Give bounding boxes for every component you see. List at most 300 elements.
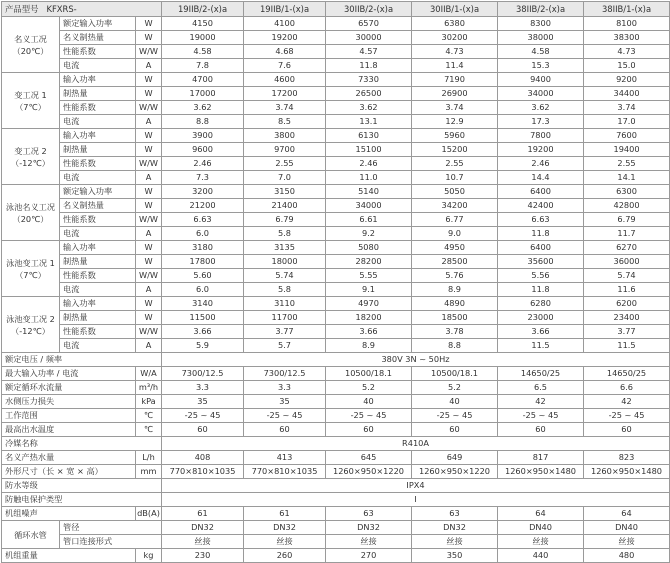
value-cell: 6.63 xyxy=(162,213,244,227)
value-cell: -25 ~ 45 xyxy=(584,409,670,423)
value-cell: 6.61 xyxy=(326,213,412,227)
value-cell: 11.7 xyxy=(584,227,670,241)
table-row xyxy=(2,325,670,339)
value-cell: 4700 xyxy=(162,73,244,87)
value-cell: 2.55 xyxy=(244,157,326,171)
table-row xyxy=(2,101,670,115)
value-cell: 649 xyxy=(412,451,498,465)
condition-group-line: （-12℃） xyxy=(11,157,50,168)
value-cell: 9.2 xyxy=(326,227,412,241)
parameter-label: 额定循环水流量 xyxy=(2,381,136,395)
condition-group-line: 泳池变工况 2 xyxy=(6,313,55,324)
value-cell: 3.74 xyxy=(584,101,670,115)
condition-group-label xyxy=(2,129,60,185)
value-cell: 4.68 xyxy=(244,45,326,59)
parameter-label: 工作范围 xyxy=(2,409,136,423)
model-header: 30IIB/1-(x)a xyxy=(412,2,498,17)
value-cell: 3.62 xyxy=(498,101,584,115)
value-cell: 3.62 xyxy=(326,101,412,115)
value-cell: 11500 xyxy=(162,311,244,325)
table-row xyxy=(2,87,670,101)
parameter-label: 冷媒名称 xyxy=(2,437,162,451)
value-cell: IPX4 xyxy=(162,479,670,493)
value-cell: 6380 xyxy=(412,17,498,31)
value-cell: 3200 xyxy=(162,185,244,199)
parameter-label: 最高出水温度 xyxy=(2,423,136,437)
parameter-label: 电流 xyxy=(60,227,136,241)
value-cell: 61 xyxy=(244,507,326,521)
header-row xyxy=(2,2,670,17)
value-cell: 15.0 xyxy=(584,59,670,73)
value-cell: 1260×950×1480 xyxy=(498,465,584,479)
condition-group-line: 变工况 2 xyxy=(14,145,47,156)
value-cell: 3900 xyxy=(162,129,244,143)
value-cell: 6.79 xyxy=(244,213,326,227)
value-cell: 11.8 xyxy=(326,59,412,73)
parameter-label: 最大输入功率 / 电流 xyxy=(2,367,136,381)
parameter-label: 名义制热量 xyxy=(60,31,136,45)
value-cell: 3800 xyxy=(244,129,326,143)
value-cell: 14650/25 xyxy=(498,367,584,381)
model-header: 19IIB/1-(x)a xyxy=(244,2,326,17)
value-cell: -25 ~ 45 xyxy=(244,409,326,423)
value-cell: -25 ~ 45 xyxy=(412,409,498,423)
value-cell: 9200 xyxy=(584,73,670,87)
value-cell: 8300 xyxy=(498,17,584,31)
value-cell: 6570 xyxy=(326,17,412,31)
table-row xyxy=(2,185,670,199)
condition-group-label xyxy=(2,241,60,297)
value-cell: 42 xyxy=(584,395,670,409)
model-header: 19IIB/2-(x)a xyxy=(162,2,244,17)
parameter-label: 机组重量 xyxy=(2,549,136,563)
value-cell: -25 ~ 45 xyxy=(162,409,244,423)
value-cell: 11.6 xyxy=(584,283,670,297)
value-cell: 3180 xyxy=(162,241,244,255)
parameter-label: 防触电保护类型 xyxy=(2,493,162,507)
value-cell: 3135 xyxy=(244,241,326,255)
table-row xyxy=(2,521,670,535)
value-cell: 9600 xyxy=(162,143,244,157)
value-cell: 34200 xyxy=(412,199,498,213)
parameter-label: 额定电压 / 频率 xyxy=(2,353,162,367)
unit-cell: W xyxy=(136,87,162,101)
parameter-label: 制热量 xyxy=(60,143,136,157)
value-cell: 丝接 xyxy=(244,535,326,549)
value-cell: 26900 xyxy=(412,87,498,101)
condition-group-line: （20℃） xyxy=(12,213,49,224)
value-cell: 40 xyxy=(412,395,498,409)
table-row xyxy=(2,143,670,157)
value-cell: 5960 xyxy=(412,129,498,143)
table-row xyxy=(2,129,670,143)
unit-cell: W xyxy=(136,297,162,311)
value-cell: 7600 xyxy=(584,129,670,143)
value-cell: 3.77 xyxy=(584,325,670,339)
value-cell: I xyxy=(162,493,670,507)
value-cell: 413 xyxy=(244,451,326,465)
condition-group-line: （-12℃） xyxy=(11,325,50,336)
parameter-label: 电流 xyxy=(60,283,136,297)
value-cell: 3.66 xyxy=(498,325,584,339)
table-row xyxy=(2,297,670,311)
table-row xyxy=(2,73,670,87)
value-cell: 6.63 xyxy=(498,213,584,227)
value-cell: 5.55 xyxy=(326,269,412,283)
value-cell: 3.74 xyxy=(244,101,326,115)
value-cell: 4.73 xyxy=(412,45,498,59)
value-cell: 4100 xyxy=(244,17,326,31)
value-cell: 3110 xyxy=(244,297,326,311)
value-cell: 4.58 xyxy=(498,45,584,59)
unit-cell: A xyxy=(136,227,162,241)
value-cell: 6300 xyxy=(584,185,670,199)
unit-cell: W xyxy=(136,311,162,325)
value-cell: 230 xyxy=(162,549,244,563)
parameter-label: 性能系数 xyxy=(60,45,136,59)
value-cell: 6130 xyxy=(326,129,412,143)
value-cell: 14650/25 xyxy=(584,367,670,381)
value-cell: 4890 xyxy=(412,297,498,311)
unit-cell: W xyxy=(136,129,162,143)
value-cell: 11.5 xyxy=(498,339,584,353)
value-cell: 3150 xyxy=(244,185,326,199)
value-cell: 28500 xyxy=(412,255,498,269)
value-cell: 11.8 xyxy=(498,283,584,297)
value-cell: 64 xyxy=(584,507,670,521)
parameter-label: 制热量 xyxy=(60,311,136,325)
value-cell: 15200 xyxy=(412,143,498,157)
value-cell: 7.6 xyxy=(244,59,326,73)
value-cell: 8.9 xyxy=(412,283,498,297)
value-cell: 6200 xyxy=(584,297,670,311)
value-cell: 4150 xyxy=(162,17,244,31)
value-cell: 4.58 xyxy=(162,45,244,59)
value-cell: 60 xyxy=(498,423,584,437)
table-row xyxy=(2,549,670,563)
unit-cell: A xyxy=(136,283,162,297)
value-cell: 8.5 xyxy=(244,115,326,129)
value-cell: 3.62 xyxy=(162,101,244,115)
value-cell: 11700 xyxy=(244,311,326,325)
value-cell: 1260×950×1480 xyxy=(584,465,670,479)
value-cell: 14.4 xyxy=(498,171,584,185)
unit-cell: W xyxy=(136,185,162,199)
table-row xyxy=(2,269,670,283)
value-cell: 11.4 xyxy=(412,59,498,73)
value-cell: 2.46 xyxy=(326,157,412,171)
value-cell: 6.5 xyxy=(498,381,584,395)
table-row xyxy=(2,199,670,213)
value-cell: 10500/18.1 xyxy=(326,367,412,381)
value-cell: 35 xyxy=(244,395,326,409)
value-cell: 5.60 xyxy=(162,269,244,283)
parameter-label: 输入功率 xyxy=(60,297,136,311)
condition-group-line: 变工况 1 xyxy=(14,89,47,100)
unit-cell: W xyxy=(136,143,162,157)
value-cell: 34000 xyxy=(326,199,412,213)
value-cell: 9700 xyxy=(244,143,326,157)
unit-cell: A xyxy=(136,59,162,73)
model-header: 30IIB/2-(x)a xyxy=(326,2,412,17)
parameter-label: 制热量 xyxy=(60,255,136,269)
value-cell: 34400 xyxy=(584,87,670,101)
value-cell: 5.8 xyxy=(244,227,326,241)
parameter-label: 制热量 xyxy=(60,87,136,101)
value-cell: 823 xyxy=(584,451,670,465)
value-cell: 7.3 xyxy=(162,171,244,185)
value-cell: 817 xyxy=(498,451,584,465)
value-cell: 6.6 xyxy=(584,381,670,395)
value-cell: 1260×950×1220 xyxy=(326,465,412,479)
pipe-group-label: 循环水管 xyxy=(2,521,60,549)
value-cell: 38300 xyxy=(584,31,670,45)
value-cell: 23000 xyxy=(498,311,584,325)
value-cell: 270 xyxy=(326,549,412,563)
value-cell: 13.1 xyxy=(326,115,412,129)
value-cell: 7300/12.5 xyxy=(162,367,244,381)
value-cell: 18500 xyxy=(412,311,498,325)
table-row xyxy=(2,59,670,73)
table-row xyxy=(2,45,670,59)
table-row xyxy=(2,479,670,493)
value-cell: 丝接 xyxy=(584,535,670,549)
table-row xyxy=(2,17,670,31)
table-row xyxy=(2,157,670,171)
condition-group-line: （7℃） xyxy=(15,269,46,280)
value-cell: 6270 xyxy=(584,241,670,255)
table-row xyxy=(2,437,670,451)
value-cell: 380V 3N ~ 50Hz xyxy=(162,353,670,367)
value-cell: 30200 xyxy=(412,31,498,45)
value-cell: 19200 xyxy=(244,31,326,45)
table-row xyxy=(2,451,670,465)
unit-cell: mm xyxy=(136,465,162,479)
value-cell: 丝接 xyxy=(412,535,498,549)
value-cell: 5.74 xyxy=(244,269,326,283)
value-cell: 17.3 xyxy=(498,115,584,129)
product-label: 产品型号 xyxy=(5,3,39,14)
table-row xyxy=(2,423,670,437)
value-cell: 21400 xyxy=(244,199,326,213)
value-cell: 63 xyxy=(412,507,498,521)
unit-cell: W xyxy=(136,17,162,31)
value-cell: 17200 xyxy=(244,87,326,101)
value-cell: 5.2 xyxy=(326,381,412,395)
value-cell: 6.77 xyxy=(412,213,498,227)
parameter-label: 水侧压力损失 xyxy=(2,395,136,409)
value-cell: 60 xyxy=(326,423,412,437)
value-cell: 23400 xyxy=(584,311,670,325)
unit-cell: A xyxy=(136,115,162,129)
value-cell: 40 xyxy=(326,395,412,409)
value-cell: 3.66 xyxy=(162,325,244,339)
value-cell: 6400 xyxy=(498,241,584,255)
value-cell: 42800 xyxy=(584,199,670,213)
table-row xyxy=(2,115,670,129)
model-header: 38IIB/1-(x)a xyxy=(584,2,670,17)
unit-cell: W xyxy=(136,199,162,213)
parameter-label: 机组噪声 xyxy=(2,507,136,521)
table-row xyxy=(2,409,670,423)
value-cell: 丝接 xyxy=(498,535,584,549)
unit-cell: dB(A) xyxy=(136,507,162,521)
table-row xyxy=(2,255,670,269)
series-prefix: KFXRS- xyxy=(46,3,77,14)
parameter-label: 输入功率 xyxy=(60,241,136,255)
value-cell: 11.5 xyxy=(584,339,670,353)
value-cell: 17000 xyxy=(162,87,244,101)
value-cell: 26500 xyxy=(326,87,412,101)
value-cell: 5140 xyxy=(326,185,412,199)
value-cell: 3.66 xyxy=(326,325,412,339)
value-cell: 丝接 xyxy=(326,535,412,549)
value-cell: 2.55 xyxy=(584,157,670,171)
unit-cell: A xyxy=(136,339,162,353)
unit-cell: m³/h xyxy=(136,381,162,395)
condition-group-label xyxy=(2,73,60,129)
value-cell: 1260×950×1220 xyxy=(412,465,498,479)
value-cell: DN40 xyxy=(498,521,584,535)
value-cell: 5.56 xyxy=(498,269,584,283)
unit-cell: W/W xyxy=(136,101,162,115)
parameter-label: 性能系数 xyxy=(60,269,136,283)
value-cell: 9400 xyxy=(498,73,584,87)
value-cell: DN32 xyxy=(244,521,326,535)
value-cell: 440 xyxy=(498,549,584,563)
value-cell: 6.0 xyxy=(162,227,244,241)
table-row xyxy=(2,227,670,241)
value-cell: 5.9 xyxy=(162,339,244,353)
value-cell: 10500/18.1 xyxy=(412,367,498,381)
condition-group-line: （20℃） xyxy=(12,45,49,56)
table-row xyxy=(2,381,670,395)
condition-group-line: 泳池名义工况 xyxy=(5,201,56,212)
value-cell: 8.8 xyxy=(162,115,244,129)
value-cell: 8.9 xyxy=(326,339,412,353)
value-cell: 5.8 xyxy=(244,283,326,297)
value-cell: 9.1 xyxy=(326,283,412,297)
value-cell: 3.3 xyxy=(244,381,326,395)
value-cell: 350 xyxy=(412,549,498,563)
condition-group-line: 名义工况 xyxy=(14,33,47,44)
value-cell: 4.73 xyxy=(584,45,670,59)
value-cell: R410A xyxy=(162,437,670,451)
parameter-label: 电流 xyxy=(60,171,136,185)
parameter-label: 外形尺寸（长 × 宽 × 高） xyxy=(2,465,136,479)
value-cell: 18200 xyxy=(326,311,412,325)
table-row xyxy=(2,311,670,325)
value-cell: 4970 xyxy=(326,297,412,311)
value-cell: 42 xyxy=(498,395,584,409)
value-cell: 14.1 xyxy=(584,171,670,185)
condition-group-line: （7℃） xyxy=(15,101,46,112)
unit-cell: ℃ xyxy=(136,409,162,423)
value-cell: 15100 xyxy=(326,143,412,157)
value-cell: DN32 xyxy=(412,521,498,535)
unit-cell: W xyxy=(136,31,162,45)
value-cell: DN40 xyxy=(584,521,670,535)
parameter-label: 性能系数 xyxy=(60,101,136,115)
unit-cell: W/W xyxy=(136,269,162,283)
parameter-label: 电流 xyxy=(60,59,136,73)
value-cell: 645 xyxy=(326,451,412,465)
parameter-label: 额定输入功率 xyxy=(60,17,136,31)
condition-group-label xyxy=(2,17,60,73)
value-cell: 3140 xyxy=(162,297,244,311)
unit-cell: W/W xyxy=(136,45,162,59)
table-row xyxy=(2,171,670,185)
value-cell: 19400 xyxy=(584,143,670,157)
value-cell: 35600 xyxy=(498,255,584,269)
parameter-label: 性能系数 xyxy=(60,213,136,227)
parameter-label: 名义产热水量 xyxy=(2,451,136,465)
parameter-label: 输入功率 xyxy=(60,129,136,143)
product-model-header xyxy=(2,2,162,17)
value-cell: 4.57 xyxy=(326,45,412,59)
unit-cell: W/W xyxy=(136,325,162,339)
value-cell: 60 xyxy=(412,423,498,437)
value-cell: 6280 xyxy=(498,297,584,311)
value-cell: DN32 xyxy=(326,521,412,535)
parameter-label: 防水等级 xyxy=(2,479,162,493)
value-cell: 5080 xyxy=(326,241,412,255)
value-cell: -25 ~ 45 xyxy=(498,409,584,423)
value-cell: 3.77 xyxy=(244,325,326,339)
value-cell: 12.9 xyxy=(412,115,498,129)
value-cell: 36000 xyxy=(584,255,670,269)
value-cell: 4600 xyxy=(244,73,326,87)
value-cell: 770×810×1035 xyxy=(162,465,244,479)
unit-cell: W xyxy=(136,73,162,87)
value-cell: 6.79 xyxy=(584,213,670,227)
value-cell: 9.0 xyxy=(412,227,498,241)
table-row xyxy=(2,535,670,549)
parameter-label: 电流 xyxy=(60,115,136,129)
condition-group-label xyxy=(2,185,60,241)
unit-cell: W xyxy=(136,241,162,255)
value-cell: 30000 xyxy=(326,31,412,45)
value-cell: 7800 xyxy=(498,129,584,143)
value-cell: 11.8 xyxy=(498,227,584,241)
parameter-label: 电流 xyxy=(60,339,136,353)
value-cell: 480 xyxy=(584,549,670,563)
table-row xyxy=(2,31,670,45)
spec-table-body xyxy=(2,2,670,563)
value-cell: 4950 xyxy=(412,241,498,255)
value-cell: 7190 xyxy=(412,73,498,87)
value-cell: 63 xyxy=(326,507,412,521)
parameter-label: 性能系数 xyxy=(60,157,136,171)
value-cell: DN32 xyxy=(162,521,244,535)
parameter-label: 额定输入功率 xyxy=(60,185,136,199)
unit-cell: kPa xyxy=(136,395,162,409)
value-cell: 18000 xyxy=(244,255,326,269)
condition-group-line: 泳池变工况 1 xyxy=(6,257,55,268)
value-cell: 19200 xyxy=(498,143,584,157)
value-cell: 10.7 xyxy=(412,171,498,185)
value-cell: 5.2 xyxy=(412,381,498,395)
value-cell: 2.46 xyxy=(498,157,584,171)
value-cell: 60 xyxy=(244,423,326,437)
value-cell: 8.8 xyxy=(412,339,498,353)
unit-cell: L/h xyxy=(136,451,162,465)
value-cell: 3.3 xyxy=(162,381,244,395)
table-row xyxy=(2,493,670,507)
unit-cell: W/W xyxy=(136,213,162,227)
value-cell: 64 xyxy=(498,507,584,521)
value-cell: 35 xyxy=(162,395,244,409)
